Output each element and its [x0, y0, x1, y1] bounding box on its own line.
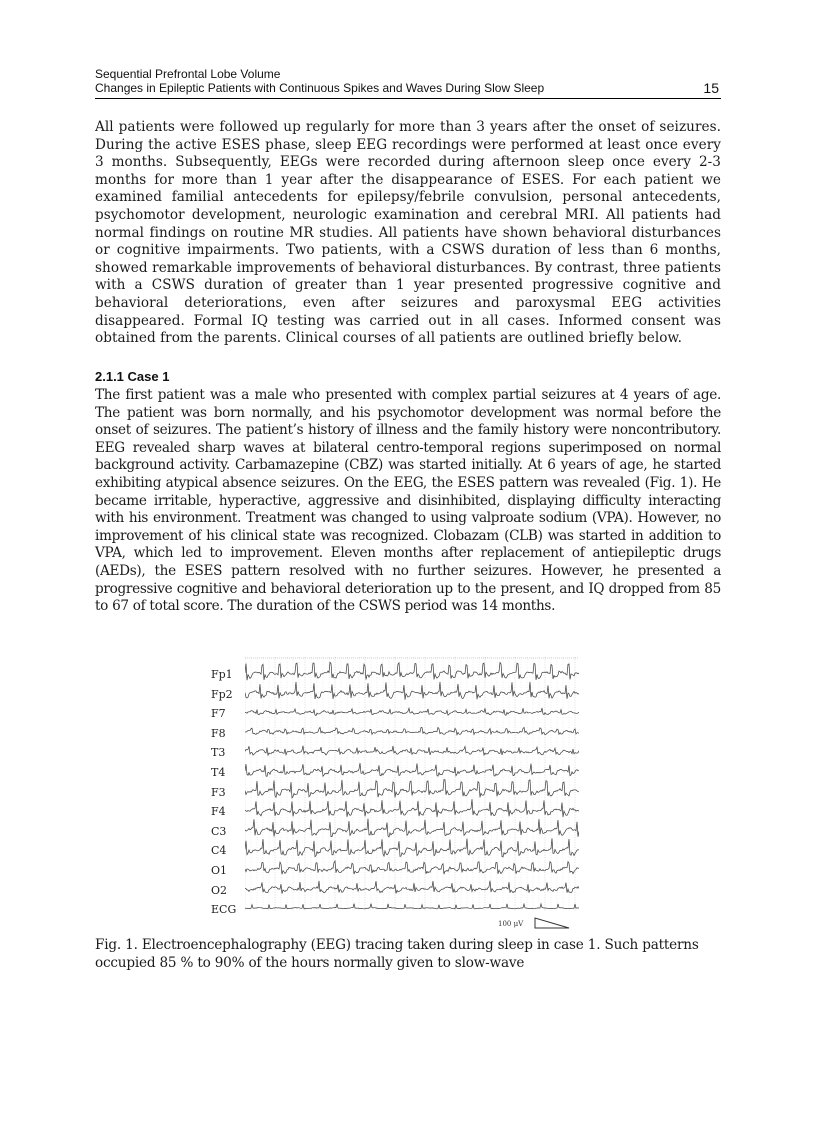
channel-label-f4: F4	[211, 805, 226, 819]
eeg-trace-ecg	[245, 904, 579, 909]
eeg-trace-fp2	[245, 682, 579, 700]
section-heading-case1: 2.1.1 Case 1	[95, 369, 170, 384]
channel-label-t3: T3	[211, 746, 226, 760]
header-title-line1: Sequential Prefrontal Lobe Volume	[95, 67, 281, 81]
channel-label-c4: C4	[211, 844, 227, 858]
figure-caption: Fig. 1. Electroencephalography (EEG) tracing taken during sleep in case 1. Such patterns occupied 85 % to 90% of the hours normally given to slow-wave	[95, 937, 699, 971]
eeg-trace-f8	[245, 727, 579, 734]
channel-label-c3: C3	[211, 824, 227, 838]
channel-label-o2: O2	[211, 883, 228, 897]
eeg-trace-f7	[245, 708, 579, 716]
amplitude-scale-triangle-icon	[534, 917, 570, 929]
channel-label-ecg: ECG	[211, 903, 237, 917]
eeg-figure	[209, 655, 589, 933]
eeg-trace-c4	[245, 838, 579, 857]
channel-label-f3: F3	[211, 785, 226, 799]
eeg-trace-fp1	[245, 662, 579, 680]
eeg-trace-f4	[245, 799, 579, 817]
case1-paragraph: The first patient was a male who presented with complex partial seizures at 4 years of age. The patient was born normally, and his psychomotor development was normal before the onset of seizures. The patient’s history of illness and the family history were noncontributory. EEG revealed sharp waves at bilateral centro-temporal regions superimposed on normal background activity. Carbamazepine (CBZ) was started initially. At 6 years of age, he started exhibiting atypical absence seizures. On the EEG, the ESES pattern was revealed (Fig. 1). He became irritable, hyperactive, aggressive and disinhibited, displaying difficulty interacting with his environment. Treatment was changed to using valproate sodium (VPA). However, no improvement of his clinical state was recognized. Clobazam (CLB) was started in addition to VPA, which led to improvement. Eleven months after replacement of antiepileptic drugs (AEDs), the ESES pattern resolved with no further seizures. However, he presented a progressive cognitive and behavioral deterioration up to the present, and IQ dropped from 85 to 67 of total score. The duration of the CSWS period was 14 months.	[95, 387, 721, 615]
header-title-line2: Changes in Epileptic Patients with Continuous Spikes and Waves During Slow Sleep	[95, 81, 545, 95]
eeg-trace-t4	[245, 763, 579, 776]
amplitude-scale-label: 100 μV	[498, 920, 524, 928]
methods-paragraph: All patients were followed up regularly for more than 3 years after the onset of seizures. During the active ESES phase, sleep EEG recordings were performed at least once every 3 months. Subsequently, EEGs were recorded during afternoon sleep once every 2-3 months for more than 1 year after the disappearance of ESES. For each patient we examined familial antecedents for epilepsy/febrile convulsion, personal antecedents, psychomotor development, neurologic examination and cerebral MRI. All patients had normal findings on routine MR studies. All patients have shown behavioral disturbances or cognitive impairments. Two patients, with a CSWS duration of less than 6 months, showed remarkable improvements of behavioral disturbances. By contrast, three patients with a CSWS duration of greater than 1 year presented progressive cognitive and behavioral deteriorations, even after seizures and paroxysmal EEG activities disappeared. Formal IQ testing was carried out in all cases. Informed consent was obtained from the parents. Clinical courses of all patients are outlined briefly below.	[95, 119, 721, 347]
eeg-trace-o1	[245, 861, 579, 874]
channel-label-t4: T4	[211, 766, 226, 779]
channel-label-fp1: Fp1	[211, 668, 233, 681]
page-number: 15	[703, 80, 719, 96]
running-header	[95, 67, 721, 99]
channel-label-o1: O1	[211, 864, 228, 877]
channel-label-f7: F7	[211, 707, 226, 721]
eeg-tracing	[245, 657, 579, 911]
eeg-trace-t3	[245, 746, 579, 756]
channel-label-fp2: Fp2	[211, 687, 233, 701]
eeg-trace-c3	[245, 819, 579, 837]
eeg-trace-f3	[245, 780, 579, 798]
channel-label-f8: F8	[211, 726, 226, 740]
eeg-trace-o2	[245, 881, 579, 894]
